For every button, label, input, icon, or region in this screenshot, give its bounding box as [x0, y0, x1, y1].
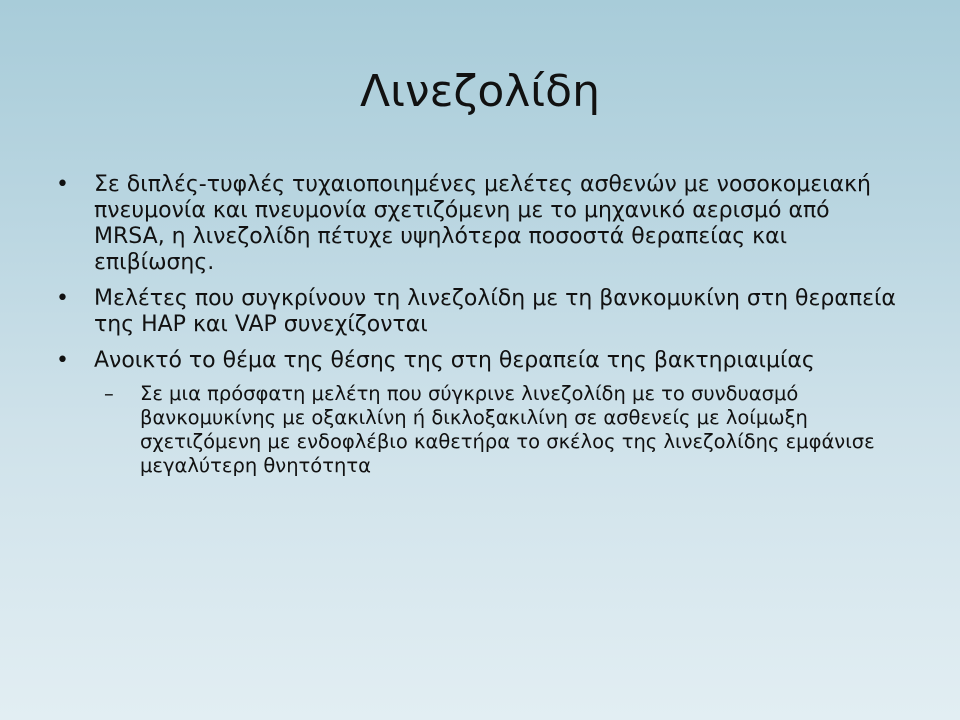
sub-bullet-text: Σε μια πρόσφατη μελέτη που σύγκρινε λινεζολίδη με το συνδυασμό βανκομυκίνης με οξακιλίνη ή δικλοξακιλίνη σε ασθενείς με λοίμωξη σχετιζόμενη με ενδοφλέβιο καθετήρα το σκέλος της λινεζολίδης εμφάνισε μεγαλύτερη θνητότητα: [140, 382, 875, 477]
bullet-text: Ανοικτό το θέμα της θέσης της στη θεραπεία της βακτηριαιμίας: [94, 348, 815, 373]
bullet-marker: •: [56, 348, 69, 373]
slide-title: Λινεζολίδη: [360, 66, 600, 117]
bullet-item: [56, 172, 906, 276]
bullet-text: Σε διπλές-τυφλές τυχαιοποιημένες μελέτες ασθενών με νοσοκομειακή πνευμονία και πνευμονία σχετιζόμενη με το μηχανικό αερισμό από MRSA, η λινεζολίδη πέτυχε υψηλότερα ποσοστά θεραπείας και επιβίωσης.: [94, 172, 871, 275]
sub-bullet-list: [94, 382, 906, 478]
bullet-marker: •: [56, 172, 69, 197]
sub-bullet-marker: –: [104, 382, 114, 405]
sub-bullet-item: [96, 382, 906, 478]
bullet-item: [56, 348, 906, 478]
bullet-text: Μελέτες που συγκρίνουν τη λινεζολίδη με τη βανκομυκίνη στη θεραπεία της HAP και VAP συνεχίζονται: [94, 286, 896, 337]
bullet-item: [56, 286, 906, 338]
bullet-list: [56, 172, 906, 488]
bullet-marker: •: [56, 286, 69, 311]
